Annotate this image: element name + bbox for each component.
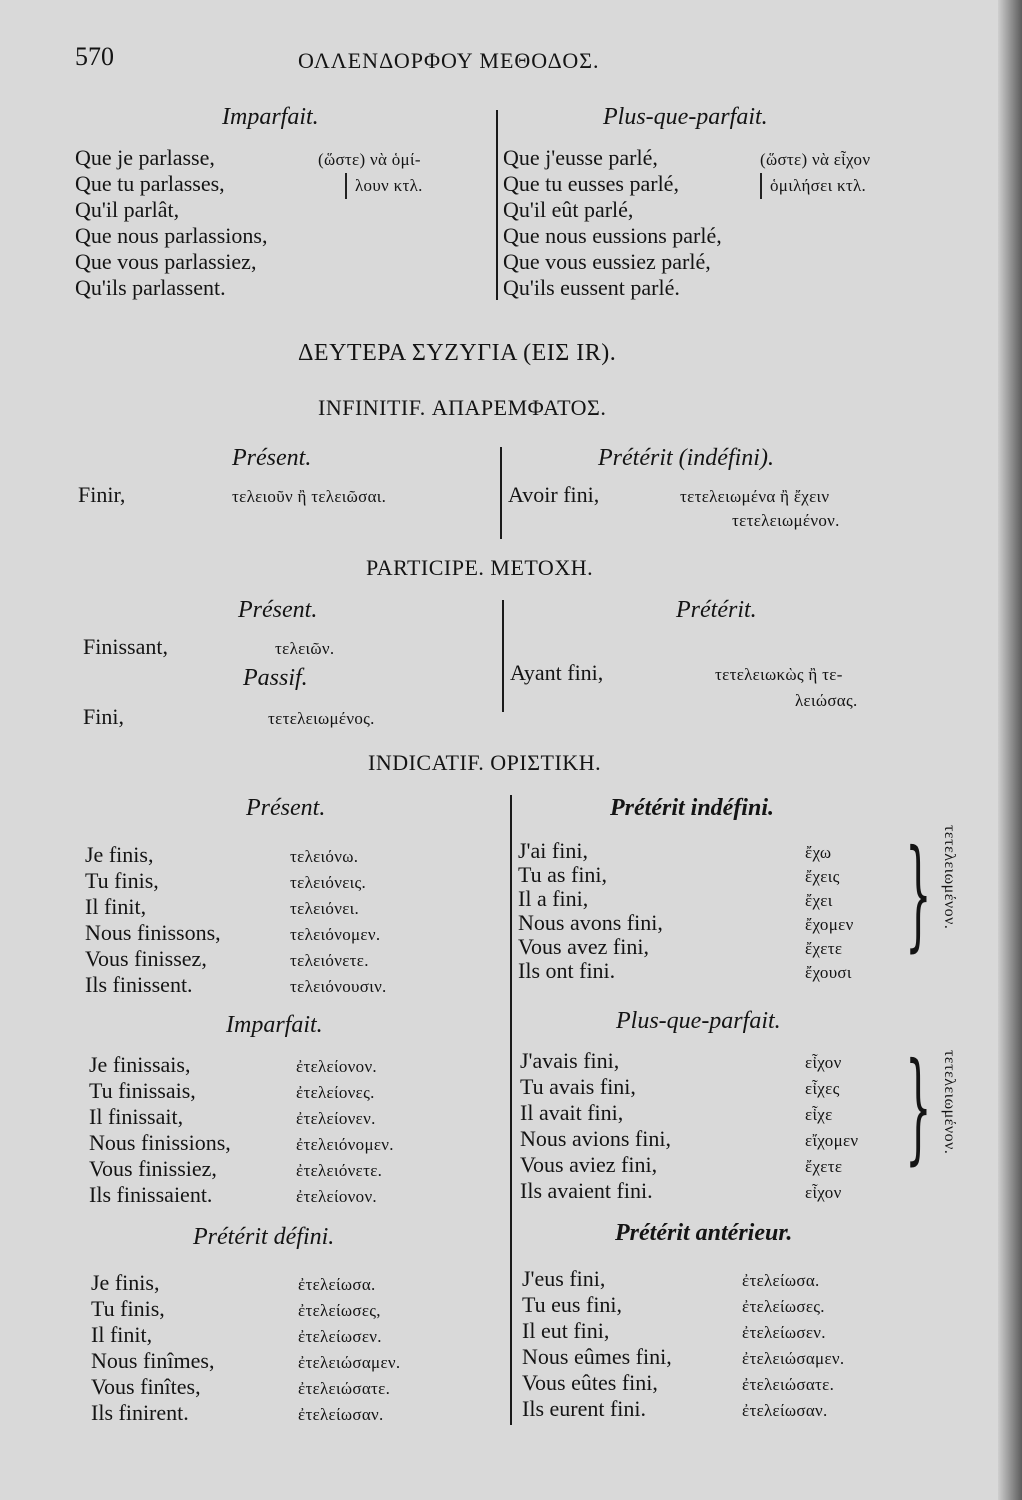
- greek-translation: εἶχον: [805, 1183, 842, 1202]
- list-item: Ils finissaient.: [89, 1182, 213, 1207]
- list-item: Il finit,: [85, 894, 147, 919]
- side-participle: τετελειωμένον.: [941, 1050, 958, 1155]
- greek-translation: ἔχεις: [805, 867, 840, 886]
- page-number: 570: [75, 42, 114, 71]
- list-item: Tu avais fini,: [520, 1074, 636, 1099]
- greek-translation: ἐτελείωσες,: [298, 1301, 381, 1320]
- list-item: Vous aviez fini,: [520, 1152, 658, 1177]
- greek-note: (ὥστε) νὰ ὁμί-: [318, 150, 421, 169]
- page-edge-shadow: [998, 0, 1022, 1500]
- list-item: Il finit,: [91, 1322, 153, 1347]
- greek-translation: λειώσας.: [795, 691, 858, 710]
- greek-translation: εἶχες: [805, 1079, 840, 1098]
- preterit-defini-title: Prétérit défini.: [193, 1224, 335, 1250]
- greek-translation: ἐτελείωσεν.: [742, 1323, 826, 1342]
- column-divider: [510, 795, 512, 1425]
- greek-translation: εἶχον: [805, 1053, 842, 1072]
- list-item: Ils finissent.: [85, 972, 193, 997]
- list-item: Fini,: [83, 704, 124, 729]
- plusque-subj-title: Plus-que-parfait.: [603, 104, 768, 130]
- list-item: Ils finirent.: [91, 1400, 189, 1425]
- list-item: Tu eus fini,: [522, 1292, 623, 1317]
- list-item: Vous finissez,: [85, 946, 207, 971]
- participe-title: PARTICIPE. ΜΕΤΟΧΗ.: [366, 555, 594, 580]
- list-item: Vous eûtes fini,: [522, 1370, 658, 1395]
- greek-note: (ὥστε) νὰ εἶχον: [760, 150, 871, 169]
- running-title: ΟΛΛΕΝΔΟΡΦΟΥ ΜΕΘΟΔΟΣ.: [298, 48, 600, 73]
- list-item: Qu'il eût parlé,: [503, 197, 634, 222]
- list-item: Nous eûmes fini,: [522, 1344, 672, 1369]
- list-item: J'eus fini,: [522, 1266, 606, 1291]
- list-item: Vous finissiez,: [89, 1156, 217, 1181]
- list-item: Que vous eussiez parlé,: [503, 249, 711, 274]
- list-item: Je finissais,: [89, 1052, 191, 1077]
- list-item: Nous finissions,: [89, 1130, 231, 1155]
- list-item: Je finis,: [91, 1270, 160, 1295]
- greek-translation: τελειόνω.: [290, 847, 359, 866]
- participe-passif-title: Passif.: [243, 665, 308, 691]
- greek-translation: ἐτελειώσατε.: [298, 1379, 391, 1398]
- list-item: Que tu parlasses,: [75, 171, 225, 196]
- list-item: Ils ont fini.: [518, 958, 616, 983]
- infinitif-title: INFINITIF. ΑΠΑΡΕΜΦΑΤΟΣ.: [318, 395, 607, 420]
- greek-translation: ἐτελείωσα.: [298, 1275, 376, 1294]
- conjugation-title: ΔΕΥΤΕΡΑ ΣΥΖΥΓΙΑ (ΕΙΣ IR).: [298, 340, 617, 366]
- list-item: Nous avons fini,: [518, 910, 663, 935]
- greek-translation: ἐτελειώσαμεν.: [298, 1353, 401, 1372]
- present-title: Présent.: [246, 795, 326, 821]
- list-item: Tu finissais,: [89, 1078, 196, 1103]
- greek-translation: εἶχε: [805, 1105, 833, 1124]
- greek-translation: ἐτελειόνετε.: [296, 1161, 383, 1180]
- list-item: Ils avaient fini.: [520, 1178, 653, 1203]
- greek-translation: ἐτελείωσα.: [742, 1271, 820, 1290]
- preterit-indefini-title: Prétérit indéfini.: [610, 795, 774, 821]
- list-item: J'avais fini,: [520, 1048, 620, 1073]
- list-item: Nous finissons,: [85, 920, 221, 945]
- greek-translation: ἐτελείωσαν.: [298, 1405, 384, 1424]
- greek-translation: ἔχετε: [805, 939, 843, 958]
- list-item: Qu'il parlât,: [75, 197, 180, 222]
- greek-translation: τετελειωμένον.: [732, 511, 840, 530]
- greek-translation: ἐτελειόνομεν.: [296, 1135, 394, 1154]
- greek-translation: εἴχομεν: [805, 1131, 859, 1150]
- imparfait-title: Imparfait.: [226, 1012, 323, 1038]
- greek-translation: ἐτελειώσατε.: [742, 1375, 835, 1394]
- list-item: Tu finis,: [85, 868, 159, 893]
- greek-translation: ἐτελείωσες.: [742, 1297, 825, 1316]
- list-item: Il avait fini,: [520, 1100, 624, 1125]
- list-item: Finir,: [78, 482, 126, 507]
- greek-translation: τετελειωμένος.: [268, 709, 375, 728]
- greek-translation: ἐτελείονον.: [296, 1187, 377, 1206]
- greek-translation: τελειόνει.: [290, 899, 360, 918]
- list-item: Que tu eusses parlé,: [503, 171, 679, 196]
- side-participle: τετελειωμένον.: [941, 825, 958, 930]
- greek-translation: ἐτελείωσεν.: [298, 1327, 382, 1346]
- greek-translation: τελειόνεις.: [290, 873, 367, 892]
- greek-translation: ἔχουσι: [805, 963, 852, 982]
- greek-translation: τελειῶν.: [275, 639, 335, 658]
- greek-translation: ἐτελείονες.: [296, 1083, 375, 1102]
- column-divider: [496, 110, 498, 300]
- greek-note: ὁμιλήσει κτλ.: [760, 173, 866, 199]
- brace-icon: }: [905, 1038, 932, 1177]
- list-item: Il finissait,: [89, 1104, 184, 1129]
- greek-translation: τελειόνετε.: [290, 951, 369, 970]
- plusque-title: Plus-que-parfait.: [616, 1008, 781, 1034]
- greek-translation: ἔχετε: [805, 1157, 843, 1176]
- participe-present-title: Présent.: [238, 597, 318, 623]
- brace-icon: }: [905, 825, 932, 964]
- list-item: Il eut fini,: [522, 1318, 610, 1343]
- greek-translation: τετελειωμένα ἢ ἔχειν: [680, 487, 830, 506]
- column-divider: [502, 600, 504, 712]
- list-item: Finissant,: [83, 634, 168, 659]
- list-item: Que nous parlassions,: [75, 223, 268, 248]
- list-item: Vous finîtes,: [91, 1374, 201, 1399]
- list-item: J'ai fini,: [518, 838, 588, 863]
- list-item: Qu'ils parlassent.: [75, 275, 226, 300]
- greek-translation: ἔχομεν: [805, 915, 854, 934]
- list-item: Tu as fini,: [518, 862, 608, 887]
- list-item: Tu finis,: [91, 1296, 165, 1321]
- list-item: Nous finîmes,: [91, 1348, 215, 1373]
- greek-translation: ἔχω: [805, 843, 832, 862]
- participe-preterit-title: Prétérit.: [676, 597, 757, 623]
- list-item: Vous avez fini,: [518, 934, 649, 959]
- greek-translation: τελειόνομεν.: [290, 925, 381, 944]
- greek-translation: τετελειωκὼς ἢ τε-: [715, 665, 843, 684]
- list-item: Avoir fini,: [508, 482, 600, 507]
- indicatif-title: INDICATIF. ΟΡΙΣΤΙΚΗ.: [368, 750, 602, 775]
- list-item: Je finis,: [85, 842, 154, 867]
- list-item: Que vous parlassiez,: [75, 249, 257, 274]
- infinitif-present-title: Présent.: [232, 445, 312, 471]
- imparfait-subj-title: Imparfait.: [222, 104, 319, 130]
- list-item: Que nous eussions parlé,: [503, 223, 722, 248]
- greek-translation: ἐτελείωσαν.: [742, 1401, 828, 1420]
- column-divider: [500, 447, 502, 539]
- greek-translation: τελειόνουσιν.: [290, 977, 387, 996]
- greek-translation: ἔχει: [805, 891, 833, 910]
- list-item: Que j'eusse parlé,: [503, 145, 658, 170]
- list-item: Que je parlasse,: [75, 145, 215, 170]
- infinitif-preterit-title: Prétérit (indéfini).: [598, 445, 774, 471]
- list-item: Il a fini,: [518, 886, 589, 911]
- list-item: Qu'ils eussent parlé.: [503, 275, 680, 300]
- greek-note: λουν κτλ.: [345, 173, 423, 199]
- greek-translation: ἐτελείονον.: [296, 1057, 377, 1076]
- list-item: Nous avions fini,: [520, 1126, 671, 1151]
- greek-translation: ἐτελείονεν.: [296, 1109, 376, 1128]
- list-item: Ayant fini,: [510, 660, 604, 685]
- greek-translation: τελειοῦν ἢ τελειῶσαι.: [232, 487, 387, 506]
- list-item: Ils eurent fini.: [522, 1396, 647, 1421]
- greek-translation: ἐτελειώσαμεν.: [742, 1349, 845, 1368]
- preterit-anterieur-title: Prétérit antérieur.: [615, 1220, 793, 1246]
